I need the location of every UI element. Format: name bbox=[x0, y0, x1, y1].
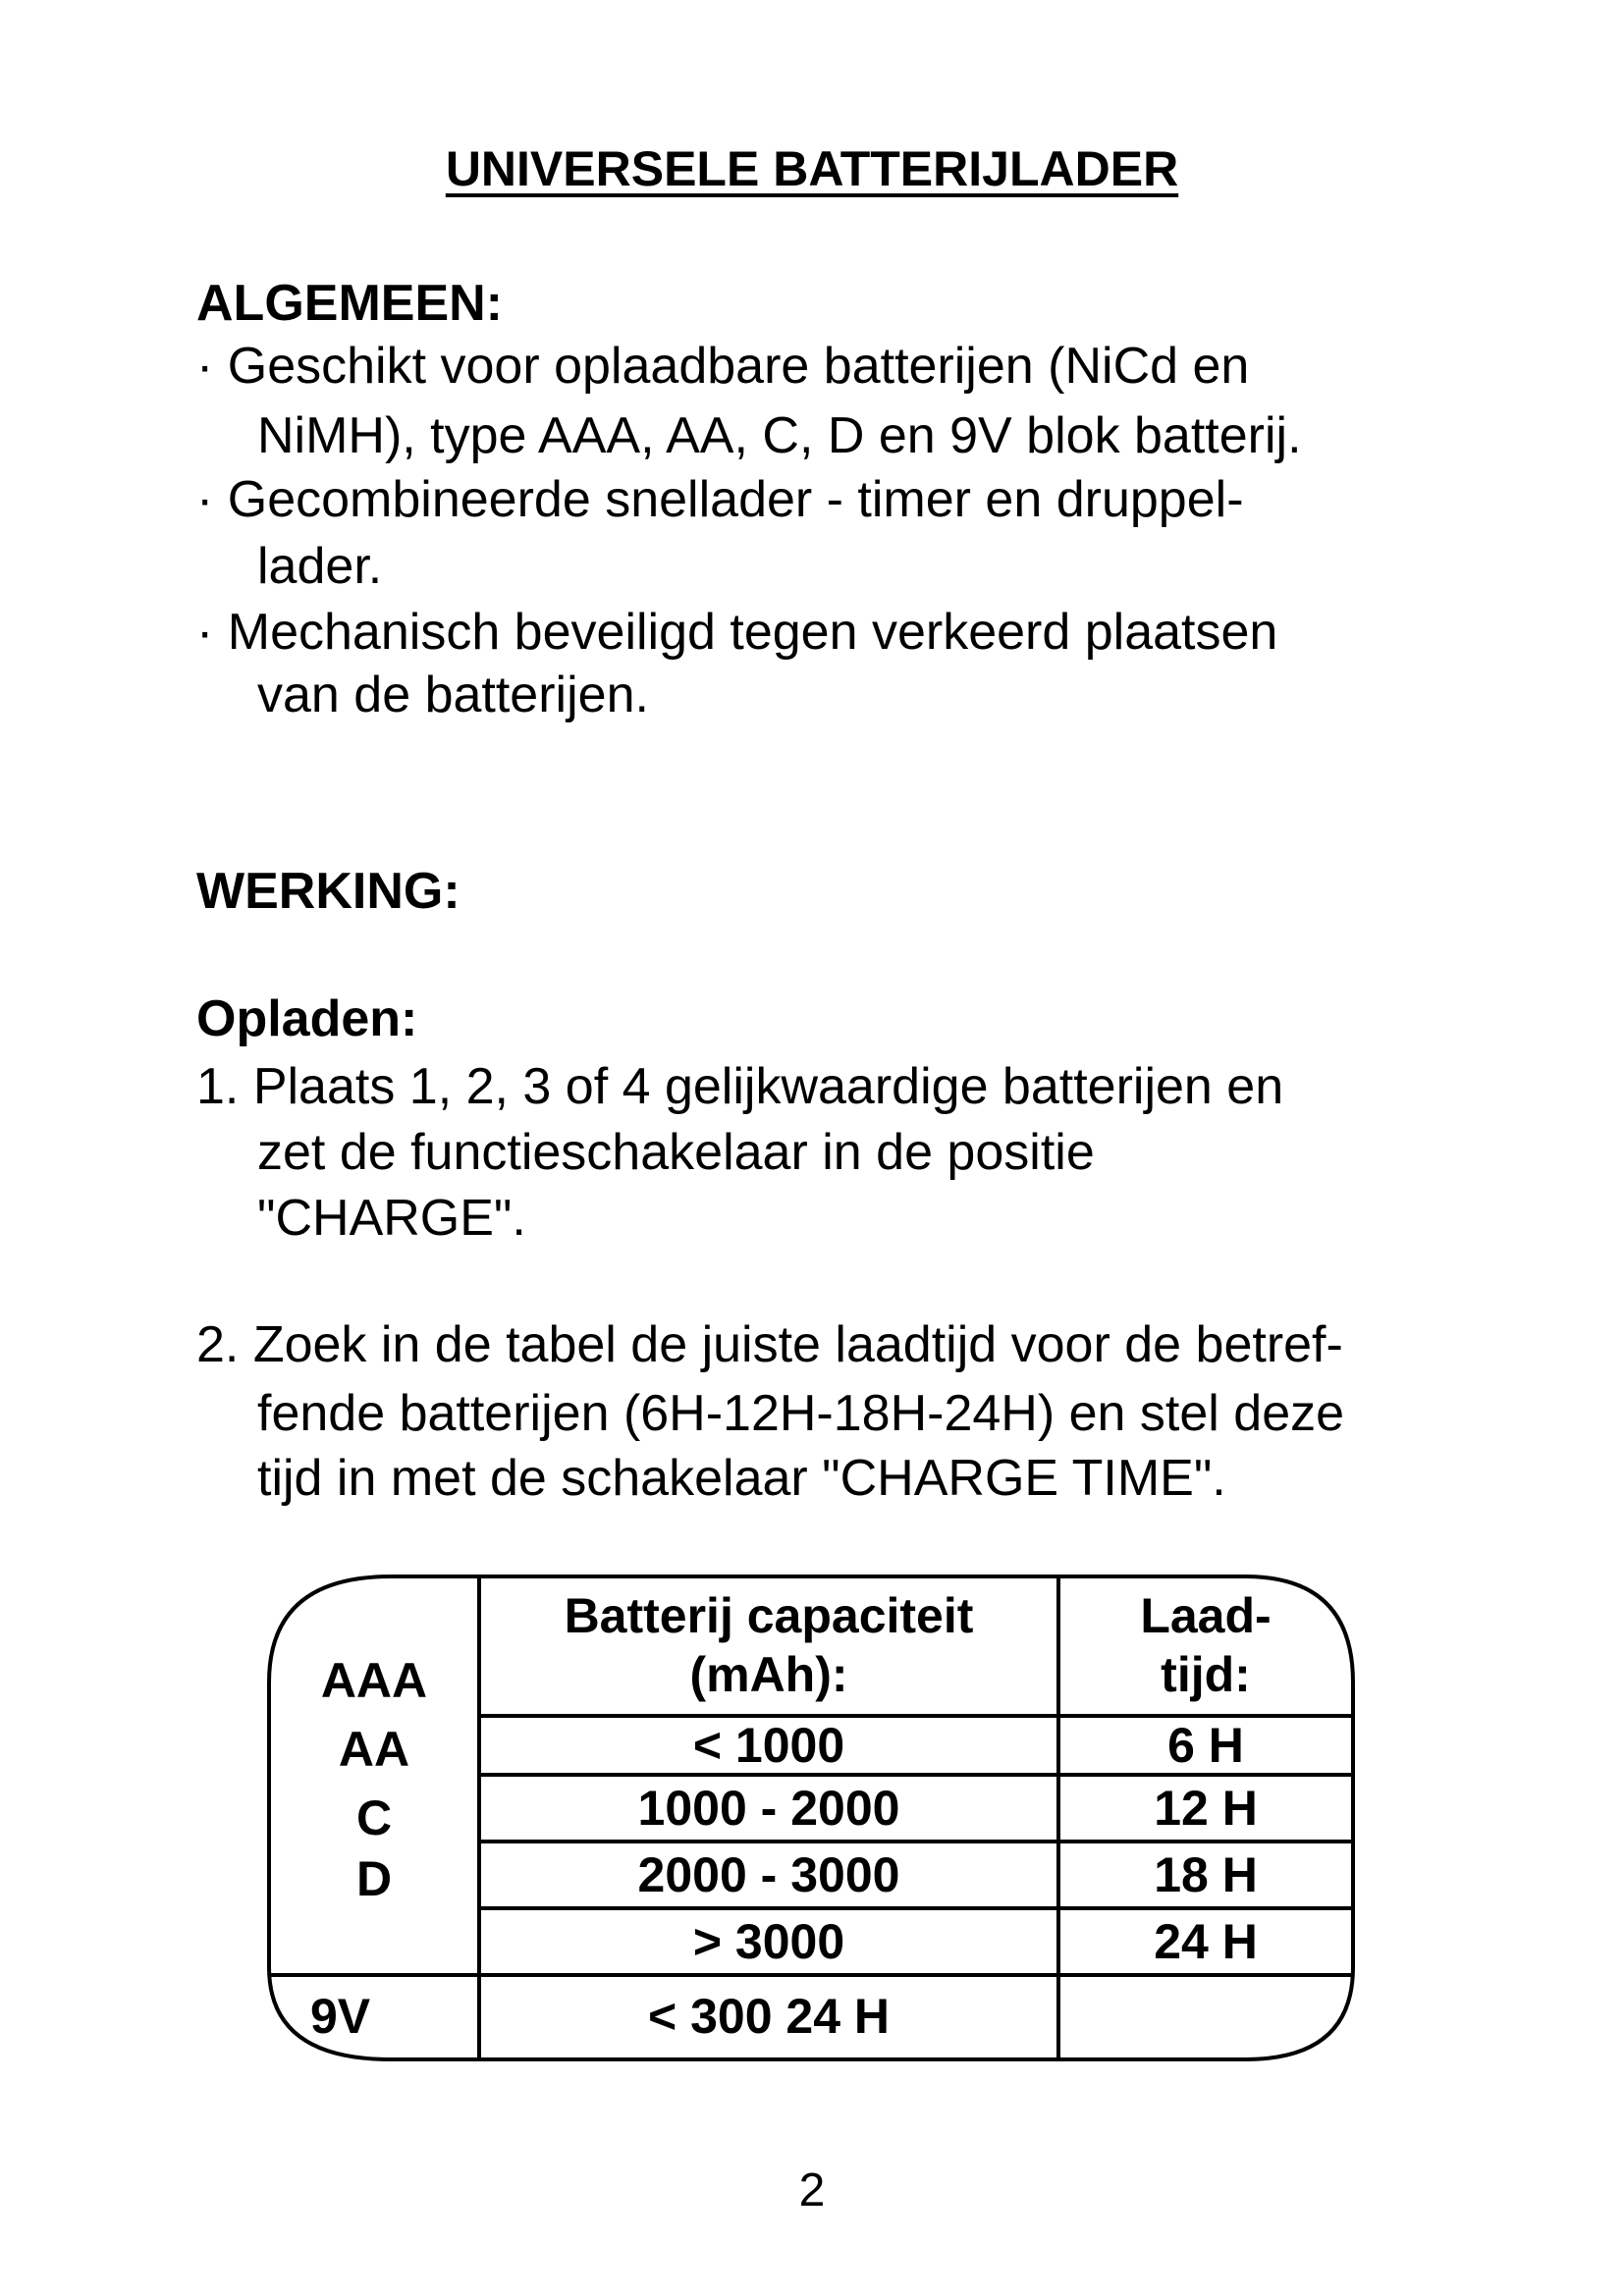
general-line: · Mechanisch beveiligd tegen verkeerd plaatsen bbox=[196, 604, 1278, 661]
table-cell-time: 18 H bbox=[1154, 1847, 1258, 1902]
step-1-line: "CHARGE". bbox=[257, 1190, 526, 1247]
battery-type: D bbox=[355, 1851, 393, 1906]
battery-type-9v: 9V bbox=[310, 1989, 371, 2044]
table-cell-time: 12 H bbox=[1154, 1781, 1258, 1836]
table-cell-capacity: 2000 - 3000 bbox=[637, 1847, 900, 1902]
charge-time-table bbox=[263, 1575, 1355, 2063]
table-cell-capacity: > 3000 bbox=[692, 1914, 845, 1969]
general-line: lader. bbox=[257, 538, 383, 595]
table-cell-capacity-9v: < 300 24 H bbox=[647, 1989, 891, 2044]
step-2-line: 2. Zoek in de tabel de juiste laadtijd voor de betref- bbox=[196, 1316, 1343, 1373]
table-cell-time: 6 H bbox=[1167, 1718, 1244, 1773]
capacity-header-unit: (mAh): bbox=[689, 1647, 848, 1702]
general-line: · Gecombineerde snellader - timer en druppel- bbox=[196, 471, 1244, 528]
page-number: 2 bbox=[798, 2164, 826, 2216]
table-cell-capacity: < 1000 bbox=[692, 1718, 845, 1773]
section-heading-general: ALGEMEEN: bbox=[196, 275, 503, 332]
step-1-line: 1. Plaats 1, 2, 3 of 4 gelijkwaardige batterijen en bbox=[196, 1058, 1284, 1115]
capacity-header: Batterij capaciteit bbox=[564, 1588, 974, 1643]
page-title: UNIVERSELE BATTERIJLADER bbox=[445, 141, 1179, 196]
section-heading-operation: WERKING: bbox=[196, 863, 460, 920]
general-line: van de batterijen. bbox=[257, 667, 649, 723]
time-header-line2: tijd: bbox=[1161, 1647, 1251, 1702]
table-cell-capacity: 1000 - 2000 bbox=[637, 1781, 900, 1836]
step-2-line: fende batterijen (6H-12H-18H-24H) en stel deze bbox=[257, 1385, 1345, 1442]
step-2-line: tijd in met de schakelaar "CHARGE TIME". bbox=[257, 1450, 1226, 1507]
battery-type: AA bbox=[338, 1722, 410, 1777]
table-cell-time: 24 H bbox=[1154, 1914, 1258, 1969]
general-line: NiMH), type AAA, AA, C, D en 9V blok batterij. bbox=[257, 407, 1302, 464]
step-1-line: zet de functieschakelaar in de positie bbox=[257, 1124, 1095, 1181]
general-line: · Geschikt voor oplaadbare batterijen (NiCd en bbox=[196, 338, 1250, 395]
battery-type: C bbox=[355, 1790, 393, 1845]
battery-type: AAA bbox=[320, 1653, 428, 1708]
subheading-charging: Opladen: bbox=[196, 990, 418, 1047]
time-header: Laad- bbox=[1140, 1588, 1272, 1643]
